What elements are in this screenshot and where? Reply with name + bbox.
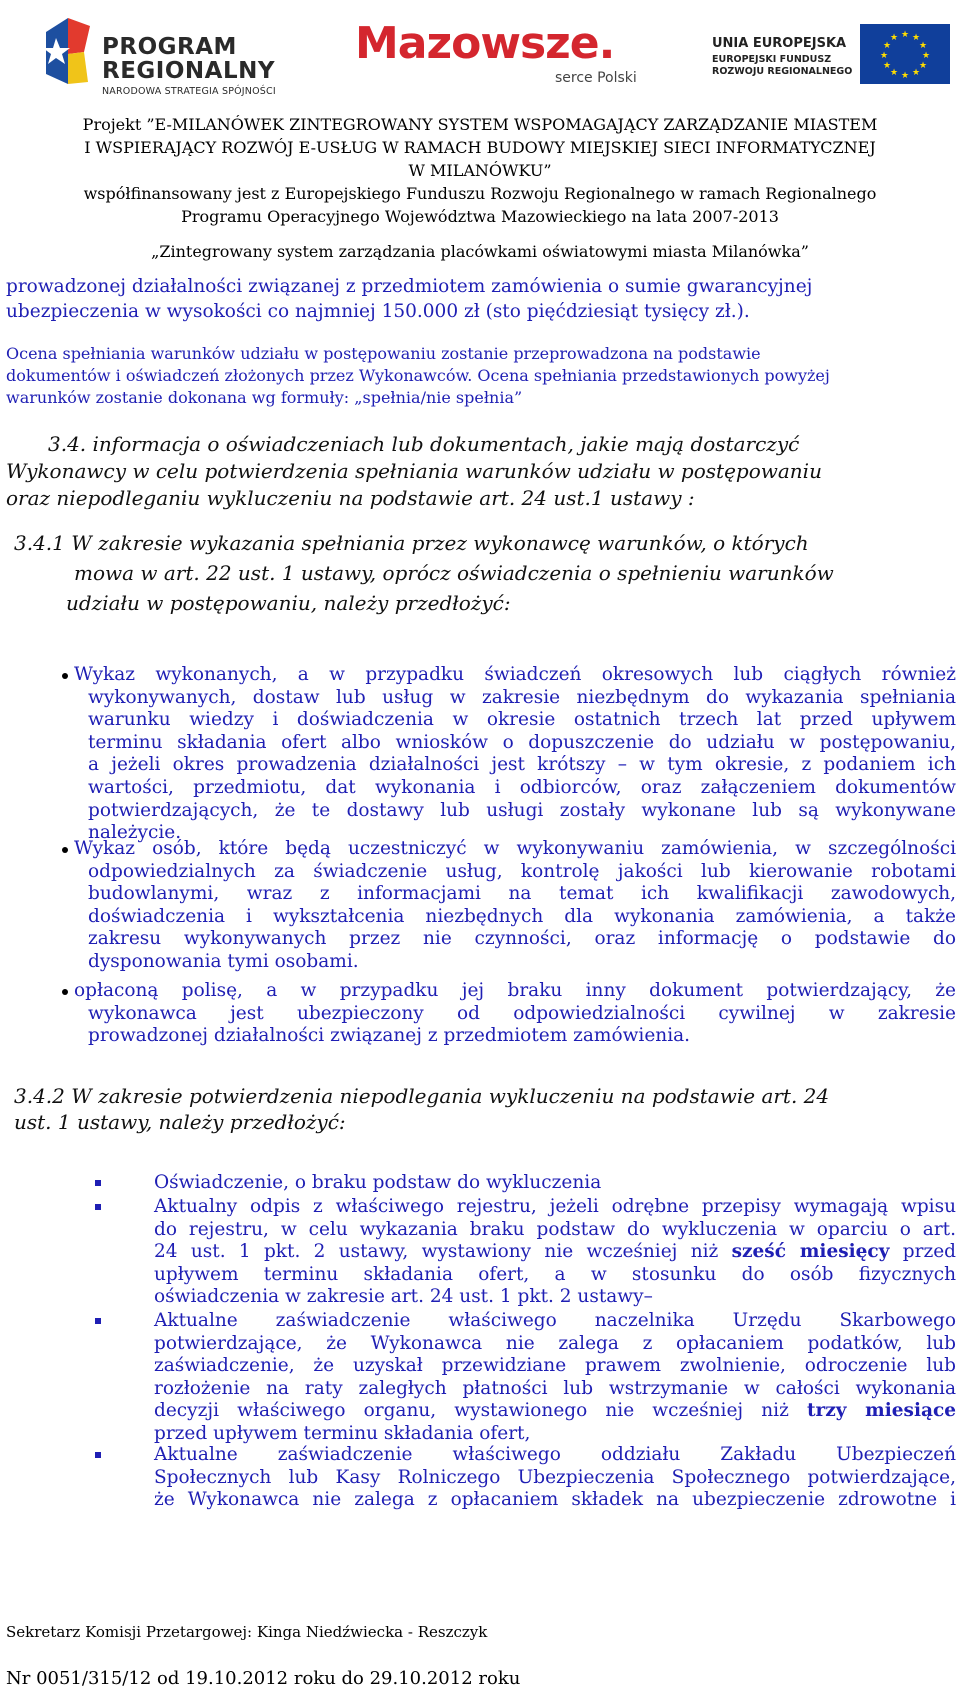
svg-text:★: ★ (900, 30, 910, 40)
section-3-4-1-heading: udziału w postępowaniu, należy przedłożyć: (66, 591, 511, 615)
intro-line: prowadzonej działalności związanej z przedmiotem zamówienia o sumie gwarancyjnej (6, 276, 813, 297)
bullet-icon (62, 847, 68, 853)
project-line: Projekt ”E-MILANÓWEK ZINTEGROWANY SYSTEM WSPOMAGAJĄCY ZARZĄDZANIE MIASTEM (82, 115, 878, 134)
assessment-line: warunków zostanie dokonana wg formuły: „spełnia/nie spełnia” (6, 388, 523, 407)
svg-text:★: ★ (882, 61, 892, 71)
svg-text:★: ★ (889, 33, 899, 43)
bullet-icon (62, 673, 68, 679)
list-item-line: potwierdzających, że te dostawy lub usługi zostały wykonane lub są wykonywane (88, 799, 956, 821)
square-bullet-icon (95, 1452, 101, 1458)
list-item-line: że Wykonawca nie zalega z opłacaniem składek na ubezpieczenie zdrowotne i (154, 1489, 956, 1511)
list-item-line: wartości, przedmiotu, dat wykonania i odbiorców, oraz załączeniem dokumentów (88, 777, 956, 798)
mazowsze-logo (355, 18, 655, 96)
eu-fund-line2: ROZWOJU REGIONALNEGO (712, 66, 853, 77)
list-item-line: należycie. (88, 822, 182, 844)
section-3-4-heading: Wykonawcy w celu potwierdzenia spełniania warunków udziału w postępowaniu (6, 459, 822, 483)
svg-text:★: ★ (921, 51, 931, 61)
reference-number: Nr 0051/315/12 od 19.10.2012 roku do 29.10.2012 roku (6, 1668, 521, 1689)
mazowsze-tagline: serce Polski (555, 70, 637, 86)
list-item-line: zaświadczenie, że uzyskał przewidziane prawem zwolnienie, odroczenie lub (154, 1355, 956, 1377)
list-item-line: opłaconą polisę, a w przypadku jej braku inny dokument potwierdzający, że (74, 980, 956, 1001)
logo-program-text: PROGRAM (102, 34, 237, 60)
section-3-4-2-heading: 3.4.2 W zakresie potwierdzenia niepodlegania wykluczeniu na podstawie art. 24 (14, 1084, 830, 1108)
list-item-line: przed upływem terminu składania ofert, (154, 1423, 531, 1444)
list-item-line: decyzji właściwego organu, wystawionego nie wcześniej niż trzy miesiące (154, 1400, 957, 1422)
logo-regionalny-text: REGIONALNY (102, 58, 276, 84)
section-3-4-1-heading: mowa w art. 22 ust. 1 ustawy, oprócz oświadczenia o spełnieniu warunków (74, 561, 834, 585)
mazowsze-wordmark: Mazowsze. (355, 18, 615, 69)
list-item-line: terminu składania ofert albo wniosków o dopuszczenie do udziału w postępowaniu, (88, 731, 956, 753)
list-item-line: Oświadczenie, o braku podstaw do wykluczenia (154, 1172, 602, 1193)
list-item-line: Wykaz osób, które będą uczestniczyć w wykonywaniu zamówienia, w szczególności (74, 838, 956, 859)
list-item-line: Społecznych lub Kasy Rolniczego Ubezpieczenia Społecznego potwierdzające, (154, 1466, 956, 1488)
list-item-line: warunku wiedzy i doświadczenia w okresie ostatnich trzech lat przed upływem (88, 709, 956, 731)
project-line: Programu Operacyjnego Województwa Mazowieckiego na lata 2007-2013 (181, 207, 779, 226)
svg-text:★: ★ (889, 68, 899, 78)
svg-text:★: ★ (911, 33, 921, 43)
list-item-line: zakresu wykonywanych przez nie czynności, oraz informację o podstawie do (88, 928, 956, 950)
list-item-line: wykonawca jest ubezpieczony od odpowiedzialności cywilnej w zakresie (88, 1002, 956, 1024)
program-regionalny-emblem (38, 12, 98, 92)
project-line: W MILANÓWKU” (408, 161, 552, 180)
list-item-line: Wykaz wykonanych, a w przypadku świadczeń okresowych lub ciągłych również (74, 664, 956, 685)
square-bullet-icon (95, 1180, 101, 1186)
logo-nss-text: NARODOWA STRATEGIA SPÓJNOŚCI (102, 86, 276, 97)
bullet-icon (62, 989, 68, 995)
svg-text:★: ★ (911, 68, 921, 78)
list-item-line: Aktualne zaświadczenie właściwego naczelnika Urzędu Skarbowego (154, 1310, 956, 1331)
section-3-4-heading: 3.4. informacja o oświadczeniach lub dokumentach, jakie mają dostarczyć (48, 432, 800, 456)
list-item-line: dysponowania tymi osobami. (88, 951, 359, 972)
system-subtitle: „Zintegrowany system zarządzania placówkami oświatowymi miasta Milanówka” (151, 242, 809, 261)
section-3-4-heading: oraz niepodleganiu wykluczeniu na podstawie art. 24 ust.1 ustawy : (6, 486, 695, 510)
svg-text:★: ★ (879, 51, 889, 61)
svg-text:★: ★ (900, 71, 910, 81)
section-3-4-2-heading: ust. 1 ustawy, należy przedłożyć: (14, 1110, 346, 1134)
square-bullet-icon (95, 1318, 101, 1324)
list-item-line: 24 ust. 1 pkt. 2 ustawy, wystawiony nie wcześniej niż sześć miesięcy przed (154, 1241, 956, 1263)
secretary-footer: Sekretarz Komisji Przetargowej: Kinga Niedźwiecka - Reszczyk (6, 1623, 488, 1641)
eu-flag-icon (860, 24, 950, 84)
square-bullet-icon (95, 1204, 101, 1210)
list-item-line: odpowiedzialnych za świadczenie usług, kontrolę jakości lub kierowanie robotami (88, 860, 956, 882)
svg-text:★: ★ (918, 41, 928, 51)
intro-line: ubezpieczenia w wysokości co najmniej 150.000 zł (sto pięćdziesiąt tysięcy zł.). (6, 301, 750, 322)
eu-logo (712, 24, 950, 81)
list-item-line: doświadczenia i wykształcenia niezbędnych dla wykonania zamówienia, a także (88, 905, 956, 927)
project-line: współfinansowany jest z Europejskiego Funduszu Rozwoju Regionalnego w ramach Regionalnego (83, 184, 877, 203)
assessment-line: dokumentów i oświadczeń złożonych przez Wykonawców. Ocena spełniania przedstawionych powyżej (6, 366, 830, 385)
eu-title: UNIA EUROPEJSKA (712, 36, 847, 51)
list-item-line: prowadzonej działalności związanej z przedmiotem zamówienia. (88, 1025, 691, 1047)
list-item-line: Aktualny odpis z właściwego rejestru, jeżeli odrębne przepisy wymagają wpisu (154, 1196, 956, 1217)
assessment-line: Ocena spełniania warunków udziału w postępowaniu zostanie przeprowadzona na podstawie (6, 344, 761, 363)
project-line: I WSPIERAJĄCY ROZWÓJ E-USŁUG W RAMACH BUDOWY MIEJSKIEJ SIECI INFORMATYCZNEJ (84, 138, 876, 157)
list-item-line: rozłożenie na raty zaległych płatności lub wstrzymanie w całości wykonania (154, 1377, 956, 1399)
list-item-line: potwierdzające, że Wykonawca nie zalega z opłacaniem podatków, lub (154, 1332, 956, 1354)
list-item-line: Aktualne zaświadczenie właściwego oddziału Zakładu Ubezpieczeń (154, 1444, 956, 1465)
svg-text:★: ★ (882, 41, 892, 51)
list-item-line: upływem terminu składania ofert, a w stosunku do osób fizycznych (154, 1263, 956, 1285)
list-item-line: a jeżeli okres prowadzenia działalności jest krótszy – w tym okresie, z podaniem ich (88, 754, 956, 776)
svg-text:★: ★ (918, 61, 928, 71)
list-item-line: oświadczenia w zakresie art. 24 ust. 1 pkt. 2 ustawy– (154, 1286, 653, 1308)
list-item-line: budowlanymi, wraz z informacjami na temat ich kwalifikacji zawodowych, (88, 883, 956, 905)
section-3-4-1-heading: 3.4.1 W zakresie wykazania spełniania przez wykonawcę warunków, o których (14, 531, 809, 555)
eu-fund-line1: EUROPEJSKI FUNDUSZ (712, 54, 832, 65)
list-item-line: wykonywanych, dostaw lub usług w zakresie niezbędnym do wykazania spełniania (88, 686, 956, 708)
program-regionalny-logo (38, 12, 318, 98)
list-item-line: do rejestru, w celu wykazania braku podstaw do wykluczenia w oparciu o art. (154, 1218, 956, 1240)
